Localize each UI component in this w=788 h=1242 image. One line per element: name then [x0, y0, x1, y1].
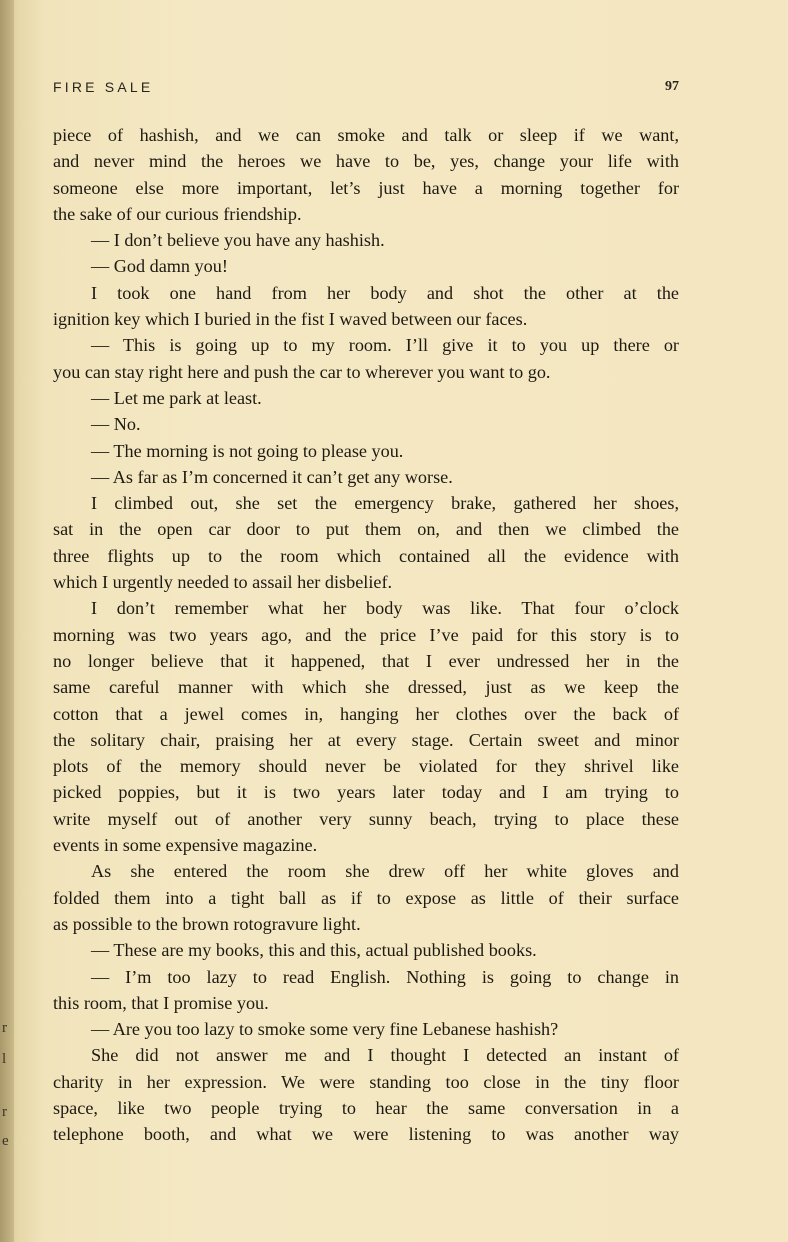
text-line: the sake of our curious friendship. — [53, 203, 302, 224]
text-line: I climbed out, she set the emergency brake, gathered her shoes, — [91, 493, 679, 514]
text-line: cotton that a jewel comes in, hanging her clothes over the back of — [53, 703, 679, 724]
text-line: someone else more important, let’s just have a morning together for — [53, 177, 679, 198]
text-line: folded them into a tight ball as if to expose as little of their surface — [53, 887, 679, 908]
text-line: — This is going up to my room. I’ll give it to you up there or — [91, 335, 679, 356]
text-line: I took one hand from her body and shot the other at the — [91, 282, 679, 303]
margin-letter: e — [2, 1133, 9, 1149]
text-line: no longer believe that it happened, that I ever undressed her in the — [53, 650, 679, 671]
text-line: which I urgently needed to assail her disbelief. — [53, 572, 393, 593]
paragraph — [53, 122, 679, 227]
text-line: — These are my books, this and this, actual published books. — [91, 940, 537, 961]
paragraph — [53, 332, 679, 385]
text-line: and never mind the heroes we have to be, yes, change your life with — [53, 151, 679, 172]
text-line: ignition key which I buried in the fist I waved between our faces. — [53, 309, 528, 330]
text-line: charity in her expression. We were standing too close in the tiny floor — [53, 1071, 679, 1092]
margin-letter: r — [2, 1104, 7, 1120]
text-line: write myself out of another very sunny beach, trying to place these — [53, 808, 679, 829]
paragraph — [53, 227, 679, 253]
text-line: — No. — [91, 414, 141, 435]
text-line: same careful manner with which she dressed, just as we keep the — [53, 677, 679, 698]
text-line: you can stay right here and push the car to wherever you want to go. — [53, 361, 551, 382]
paragraph — [53, 438, 679, 464]
paragraph — [53, 595, 679, 858]
text-line: the solitary chair, praising her at every stage. Certain sweet and minor — [53, 729, 679, 750]
text-line: — The morning is not going to please you. — [91, 440, 404, 461]
paragraph — [53, 937, 679, 963]
text-line: space, like two people trying to hear the same conversation in a — [53, 1097, 679, 1118]
text-line: piece of hashish, and we can smoke and talk or sleep if we want, — [53, 125, 679, 145]
paragraph — [53, 464, 679, 490]
text-line: sat in the open car door to put them on, and then we climbed the — [53, 519, 679, 540]
margin-letter: r — [2, 1020, 7, 1036]
text-line: this room, that I promise you. — [53, 992, 269, 1013]
text-line: events in some expensive magazine. — [53, 835, 318, 856]
text-line: picked poppies, but it is two years later today and I am trying to — [53, 782, 679, 803]
text-line: I don’t remember what her body was like. That four o’clock — [91, 598, 679, 619]
paragraph — [53, 280, 679, 333]
text-line: — I’m too lazy to read English. Nothing is going to change in — [91, 966, 679, 987]
text-line: As she entered the room she drew off her white gloves and — [91, 861, 679, 882]
text-line: — God damn you! — [91, 256, 228, 277]
margin-letter: l — [2, 1051, 7, 1067]
page-number: 97 — [665, 79, 679, 94]
text-line: plots of the memory should never be violated for they shrivel like — [53, 756, 679, 777]
paragraph — [53, 1042, 679, 1147]
body-text — [53, 122, 679, 1148]
page-header — [53, 79, 679, 99]
running-head: FIRE SALE — [53, 79, 154, 95]
paragraph — [53, 858, 679, 937]
paragraph — [53, 253, 679, 279]
paragraph — [53, 964, 679, 1017]
paragraph — [53, 1016, 679, 1042]
text-line: three flights up to the room which contained all the evidence with — [53, 545, 679, 566]
text-line: She did not answer me and I thought I detected an instant of — [91, 1045, 679, 1066]
paragraph — [53, 490, 679, 595]
paragraph — [53, 385, 679, 411]
paragraph — [53, 411, 679, 437]
text-line: — I don’t believe you have any hashish. — [91, 230, 385, 251]
text-line: — As far as I’m concerned it can’t get any worse. — [91, 466, 453, 487]
text-line: — Are you too lazy to smoke some very fine Lebanese hashish? — [91, 1019, 559, 1040]
text-line: telephone booth, and what we were listening to was another way — [53, 1124, 679, 1145]
text-line: morning was two years ago, and the price I’ve paid for this story is to — [53, 624, 679, 645]
text-line: as possible to the brown rotogravure light. — [53, 913, 361, 934]
text-line: — Let me park at least. — [91, 387, 262, 408]
